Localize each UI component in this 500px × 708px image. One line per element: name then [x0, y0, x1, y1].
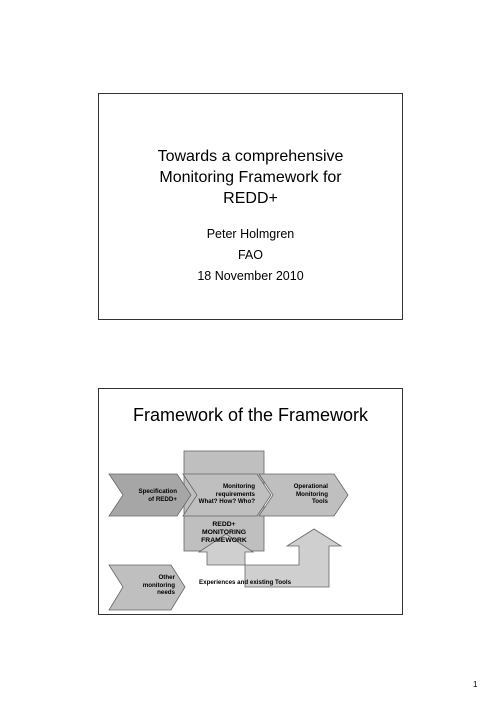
other-needs-label: Other monitoring needs — [142, 574, 175, 596]
title-line: Towards a comprehensive — [157, 148, 344, 165]
page-number: 1 — [473, 680, 478, 689]
experiences-label: Experiences and existing Tools — [199, 579, 292, 586]
title-slide — [98, 93, 403, 320]
title-line: Monitoring Framework for — [159, 169, 342, 186]
title-line: REDD+ — [223, 190, 278, 207]
organization: FAO — [237, 248, 263, 262]
author-name: Peter Holmgren — [206, 227, 295, 241]
slide-title: Framework of the Framework — [132, 405, 369, 425]
operational-tools-label: Operational Monitoring Tools — [293, 483, 328, 505]
slide-subtitle — [99, 224, 402, 287]
redd-framework-label: REDD+ MONITORING FRAMEWORK — [201, 521, 247, 544]
monitoring-requirements-label: Monitoring requirements What? How? Who? — [198, 483, 255, 505]
framework-slide — [98, 388, 403, 615]
slide-title — [99, 146, 402, 209]
specification-label: Specification of REDD+ — [138, 488, 177, 503]
presentation-date: 18 November 2010 — [197, 269, 304, 283]
